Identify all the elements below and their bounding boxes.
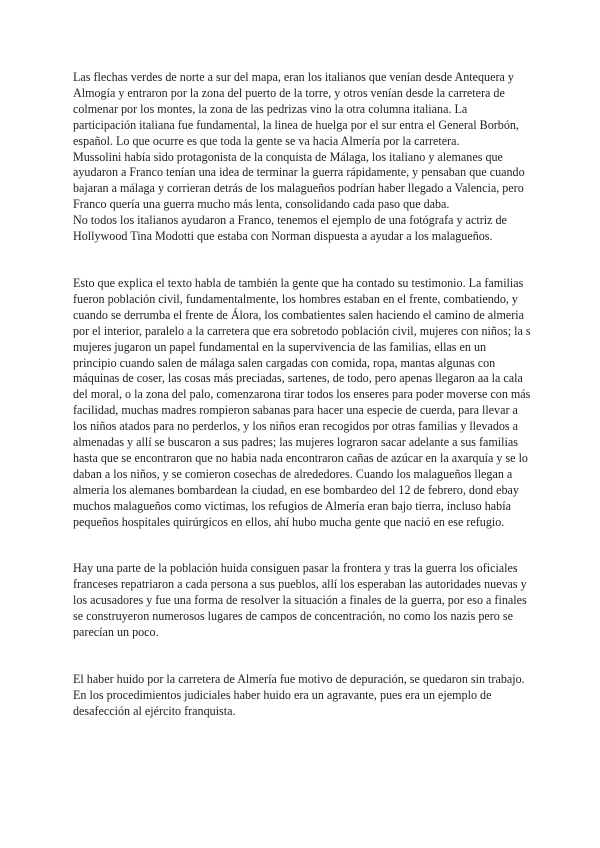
- paragraph-purge: El haber huido por la carretera de Almería fue motivo de depuración, se quedaron sin trabajo. En los procedimientos judiciales haber huido era un agravante, pues era un ejemplo de desafección al ejército franquista.: [73, 672, 525, 718]
- paragraph-spacer: [73, 641, 531, 672]
- paragraph-spacer: [73, 530, 531, 561]
- paragraph-spacer: [73, 245, 531, 276]
- document-body: [73, 70, 531, 720]
- paragraph-italian-arrows: Las flechas verdes de norte a sur del mapa, eran los italianos que venían desde Antequera y Almogía y entraron por la zona del puerto de la torre, y otros venían desde la carretera de colmenar por los montes, la zona de las pedrizas vino la otra columna italiana. La participación italiana fue fundamental, la linea de huelga por el sur entra el General Borbón, español. Lo que ocurre es que toda la gente se va hacia Almería por la carretera.: [73, 70, 519, 148]
- paragraph-mussolini: Mussolini había sido protagonista de la conquista de Málaga, los italiano y alemanes que ayudaron a Franco tenían una idea de terminar la guerra rápidamente, y pensaban que cuando bajaran a málaga y corrieran detrás de los malagueños podrían haber llegado a Valencia, pero Franco quería una guerra mucho más lenta, consolidando cada paso que daba.: [73, 149, 525, 212]
- paragraph-tina-modotti: No todos los italianos ayudaron a Franco, tenemos el ejemplo de una fotógrafa y actriz de Hollywood Tina Modotti que estaba con Norman dispuesta a ayudar a los malagueños.: [73, 213, 507, 244]
- paragraph-border-crossing: Hay una parte de la población huida consiguen pasar la frontera y tras la guerra los oficiales franceses repatriaron a cada persona a sus pueblos, allí los esperaban las autoridades nuevas y los acusadores y fue una forma de resolver la situación a finales de la guerra, por eso a finales se construyeron numerosos lugares de campos de concentración, no como los nazis pero se parecían un poco.: [73, 561, 527, 640]
- paragraph-testimonies: Esto que explica el texto habla de también la gente que ha contado su testimonio. La familias fueron población civil, fundamentalmente, los hombres estaban en el frente, combatiendo, y cuando se derrumba el frente de Álora, los combatientes salen haciendo el camino de almeria por el interior, paralelo a la carretera que era sobretodo población civil, mujeres con niños; la s mujeres jugaron un papel fundamental en la supervivencia de las familias, ellas en un principio cuando salen de málaga salen cargadas con comida, ropa, mantas algunas con máquinas de coser, las cosas más preciadas, sartenes, de todo, pero apenas llegaron aa la cala del moral, o la zona del palo, comenzarona tirar todos los enseres para poder moverse con más facilidad, muchas madres rompieron sabanas para hacer una especie de cuerda, para llevar a los niños atados para no perderlos, y los niños eran recogidos por otras familias y llevados a almenadas y allí se buscaron a sus padres; las mujeres lograron sacar adelante a sus familias hasta que se encontraron que no habia nada encontraron cañas de azúcar en la axarquía y se lo daban a los niños, y se comieron cosechas de alrededores. Cuando los malagueños llegan a almeria los alemanes bombardean la ciudad, en ese bombardeo del 12 de febrero, dond ebay muchos malagueños como victimas, los refugios de Almería eran bajo tierra, incluso había pequeños hospitales quirúrgicos en ellos, ahí hubo mucha gente que nació en ese refugio.: [73, 275, 531, 529]
